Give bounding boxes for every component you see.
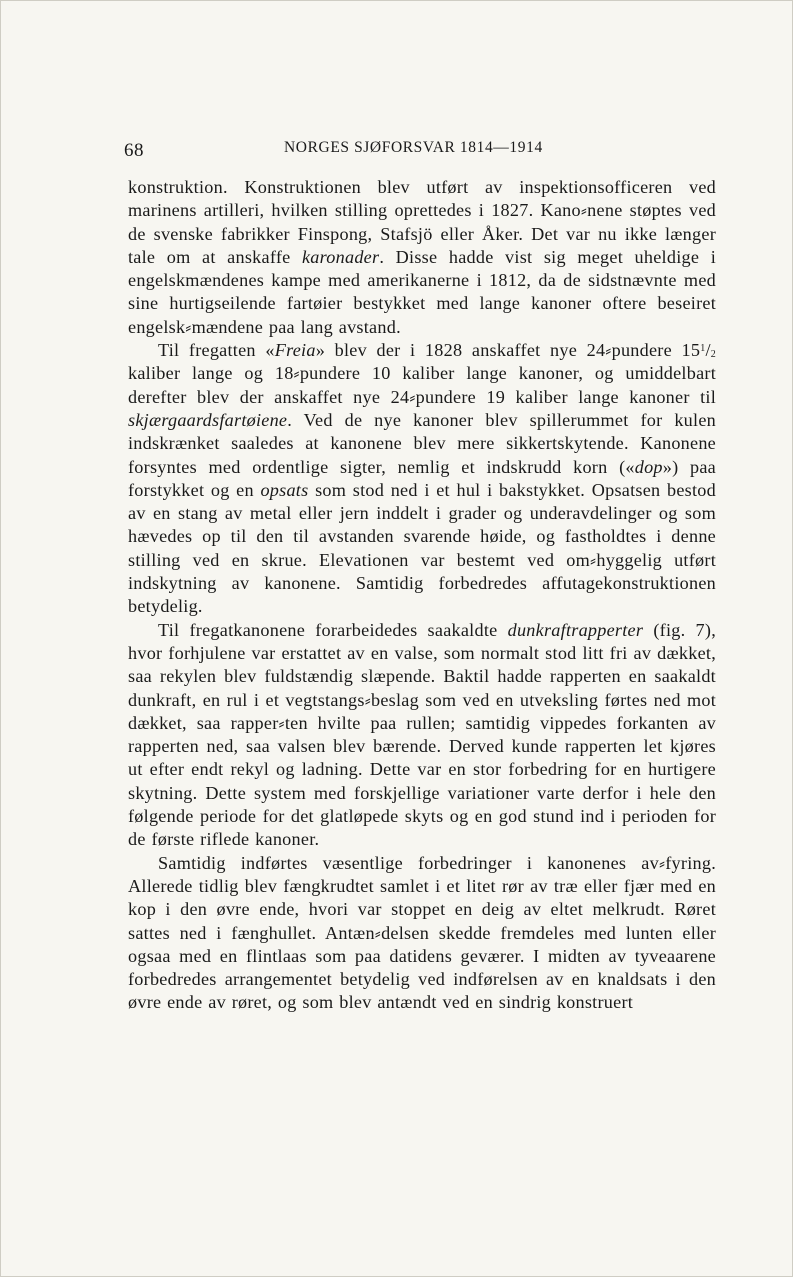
italic-term: dop (634, 456, 663, 477)
text-segment: . Disse hadde vist sig meget uheldige i engelskmændenes kampe med amerikanerne i 1812, da de sidstnævnte med sine hurtigseilende fartøier bestykket med lange kanoner oftere beseiret engelsk⸗mændene paa lang avstand. (128, 246, 717, 337)
text-segment: kaliber lange og 18⸗pundere 10 kaliber lange kanoner, og umiddelbart derefter blev der anskaffet nye 24⸗pundere 19 kaliber lange kanoner til (128, 363, 716, 407)
text-segment: ») paa forstykket og en (128, 456, 717, 500)
paragraph (128, 176, 716, 339)
text-segment: som stod ned i et hul i bakstykket. Opsatsen bestod av en stang av metal eller jern inddelt i grader og underavdelinger og som hævedes op til den til avstanden svarende høide, og fastholdtes i denne stilling ved en skrue. Elevationen var bestemt ved om⸗hyggelig utført indskytning av kanonene. Samtidig forbedredes affutagekonstruktionen betydelig. (128, 479, 716, 617)
italic-term: karonader (301, 246, 380, 267)
body-text (128, 176, 716, 1015)
fraction-denominator: 2 (710, 349, 716, 361)
paragraph (128, 619, 716, 852)
text-segment: (fig. 7), hvor forhjulene var erstattet av en valse, som normalt stod litt fri av dækket, saa rekylen blev fuldstændig slæpende. Baktil hadde rapperten en saakaldt dunkraft, en rul i et vegtstangs⸗beslag som ved en utveksling førtes ned mot dækket, saa rapper⸗ten hvilte paa rullen; samtidig vippedes forkanten av rapperten ned, saa valsen blev bærende. Derved kunde rapperten let kjøres ut efter endt rekyl og ladning. Dette var en stor forbedring for en hurtigere skytning. Dette system med forskjellige variationer varte derfor i hele den følgende periode for det glatløpede skyts og en god stund ind i perioden for de første riflede kanoner. (128, 619, 716, 850)
italic-term: Freia (274, 340, 316, 361)
italic-term: dunkraftrapperter (507, 619, 644, 640)
text-segment: Samtidig indførtes væsentlige forbedringer i kanonenes av⸗fyring. Allerede tidlig blev fængkrudtet samlet i et litet rør av træ eller fjær med en kop i den øvre ende, hvori var stoppet en deig av eltet melkrudt. Røret sattes ned i fænghullet. Antæn⸗delsen skedde fremdeles med lunten eller ogsaa med en flintlaas som paa datidens geværer. I midten av tyveaarene forbedredes arrangementet betydelig ved indførelsen av en knaldsats i den øvre ende av røret, og som blev antændt ved en sindrig konstruert (128, 852, 716, 1013)
text-segment: » blev der i 1828 anskaffet nye 24⸗pundere 15 (315, 340, 701, 361)
text-segment: Til fregatkanonene forarbeidedes saakaldte (158, 619, 508, 640)
paragraph (128, 339, 716, 619)
paragraph (128, 852, 716, 1015)
text-segment: konstruktion. Konstruktionen blev utført av inspektionsofficeren ved marinens artilleri, hvilken stilling oprettedes i 1827. Kano⸗nene støptes ved de svenske fabrikker Finspong, Stafsjö eller Åker. Det var nu ikke længer tale om at anskaffe (128, 177, 716, 267)
page-number: 68 (124, 140, 144, 161)
running-title: NORGES SJØFORSVAR 1814—1914 (284, 139, 543, 156)
fraction-numerator: 1 (700, 343, 706, 355)
page-header (124, 136, 716, 160)
italic-term: opsats (260, 479, 309, 500)
italic-term: skjærgaardsfartøiene (128, 409, 288, 430)
text-segment: / (705, 340, 711, 361)
text-segment: Til fregatten « (158, 340, 275, 361)
text-segment: . Ved de nye kanoner blev spillerummet for kulen indskrænket saaledes at kanonene blev mere sikkertskytende. Kanonene forsyntes med ordentlige sigter, nemlig et indskrudd korn (« (128, 409, 716, 477)
